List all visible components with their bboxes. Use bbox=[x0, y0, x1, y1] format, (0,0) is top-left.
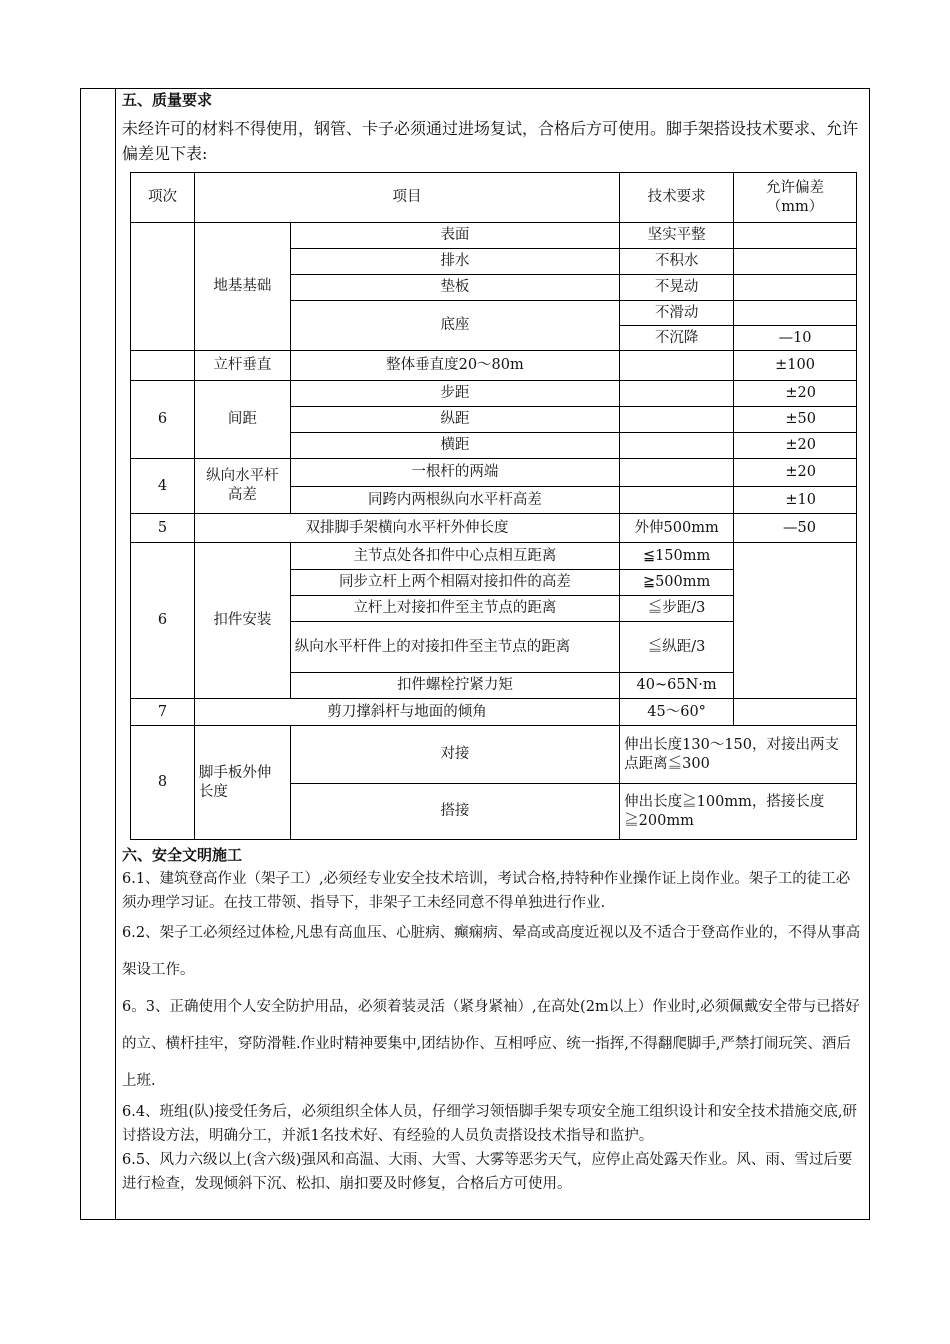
paragraph-6-4: 6.4、班组(队)接受任务后，必须组织全体人员，仔细学习领悟脚手架专项安全施工组织设计和安全技术措施交底,研讨搭设方法，明确分工，并派1名技术好、有经验的人员负责搭设技术指导和监护。 bbox=[122, 1104, 857, 1144]
table-row: 6 间距 步距 ±20 bbox=[131, 381, 857, 407]
table-row: 4 纵向水平杆高差 一根杆的两端 ±20 bbox=[131, 459, 857, 487]
table-row: 同步立杆上两个相隔对接扣件的高差 ≧500mm bbox=[131, 570, 857, 596]
paragraph-6-2: 6.2、架子工必须经过体检,凡患有高血压、心脏病、癫痫病、晕高或高度近视以及不适合于登高作业的，不得从事高架设工作。 bbox=[122, 925, 861, 978]
table-row: 6 扣件安装 主节点处各扣件中心点相互距离 ≦150mm bbox=[131, 543, 857, 570]
section-5 bbox=[122, 88, 864, 168]
paragraph-6-1: 6.1、建筑登高作业（架子工）,必须经专业安全技术培训，考试合格,持特种作业操作证上岗作业。架子工的徒工必须办理学习证。在技工带领、指导下，非架子工未经同意不得单独进行作业. bbox=[122, 871, 851, 911]
table-row: 搭接 伸出长度≧100mm，搭接长度≧200mm bbox=[131, 784, 857, 840]
header-req: 技术要求 bbox=[620, 173, 734, 223]
table-row: 立杆上对接扣件至主节点的距离 ≦步距/3 bbox=[131, 596, 857, 622]
section-5-title: 五、质量要求 bbox=[122, 91, 213, 109]
left-margin-column bbox=[80, 88, 116, 1220]
section-6 bbox=[122, 843, 864, 1196]
table-row: 地基基础 表面 坚实平整 bbox=[131, 223, 857, 249]
header-no: 项次 bbox=[131, 173, 195, 223]
table-row: 扣件螺栓拧紧力矩 40~65N·m bbox=[131, 673, 857, 699]
table-row: 7 剪刀撑斜杆与地面的倾角 45～60° bbox=[131, 699, 857, 726]
paragraph-6-3: 6。3、正确使用个人安全防护用品，必须着装灵活（紧身紧袖）,在高处(2m以上）作业时,必须佩戴安全带与已搭好的立、横杆挂牢，穿防滑鞋.作业时精神要集中,团结协作、互相呼应、统一指挥,不得翻爬脚手,严禁打闹玩笑、酒后上班. bbox=[122, 999, 860, 1089]
table-row: 5 双排脚手架横向水平杆外伸长度 外伸500mm —50 bbox=[131, 514, 857, 543]
section-5-intro: 未经许可的材料不得使用，钢管、卡子必须通过进场复试，合格后方可使用。脚手架搭设技术要求、允许偏差见下表: bbox=[122, 119, 859, 163]
table-row: 纵距 ±50 bbox=[131, 407, 857, 433]
table-row: 排水 不积水 bbox=[131, 249, 857, 275]
section-6-title: 六、安全文明施工 bbox=[122, 846, 243, 864]
table-row: 同跨内两根纵向水平杆高差 ±10 bbox=[131, 487, 857, 514]
table-row: 不沉降 —10 bbox=[131, 326, 857, 351]
table-row: 垫板 不晃动 bbox=[131, 275, 857, 301]
paragraph-6-5: 6.5、风力六级以上(含六级)强风和高温、大雨、大雪、大雾等恶劣天气，应停止高处露天作业。风、雨、雪过后要进行检查，发现倾斜下沉、松扣、崩扣要及时修复，合格后方可使用。 bbox=[122, 1152, 853, 1192]
group-foundation: 地基基础 bbox=[194, 223, 290, 351]
cell-no-empty bbox=[131, 223, 195, 351]
table-row: 8 脚手板外伸长度 对接 伸出长度130～150，对接出两支点距离≦300 bbox=[131, 726, 857, 784]
quality-table bbox=[130, 172, 857, 840]
header-dev: 允许偏差 （mm） bbox=[734, 173, 857, 223]
table-row: 横距 ±20 bbox=[131, 433, 857, 459]
table-row: 底座 不滑动 bbox=[131, 301, 857, 326]
table-row: 立杆垂直 整体垂直度20～80m ±100 bbox=[131, 351, 857, 381]
table-header-row bbox=[131, 173, 857, 223]
header-item: 项目 bbox=[194, 173, 619, 223]
table-row: 纵向水平杆件上的对接扣件至主节点的距离 ≦纵距/3 bbox=[131, 622, 857, 673]
